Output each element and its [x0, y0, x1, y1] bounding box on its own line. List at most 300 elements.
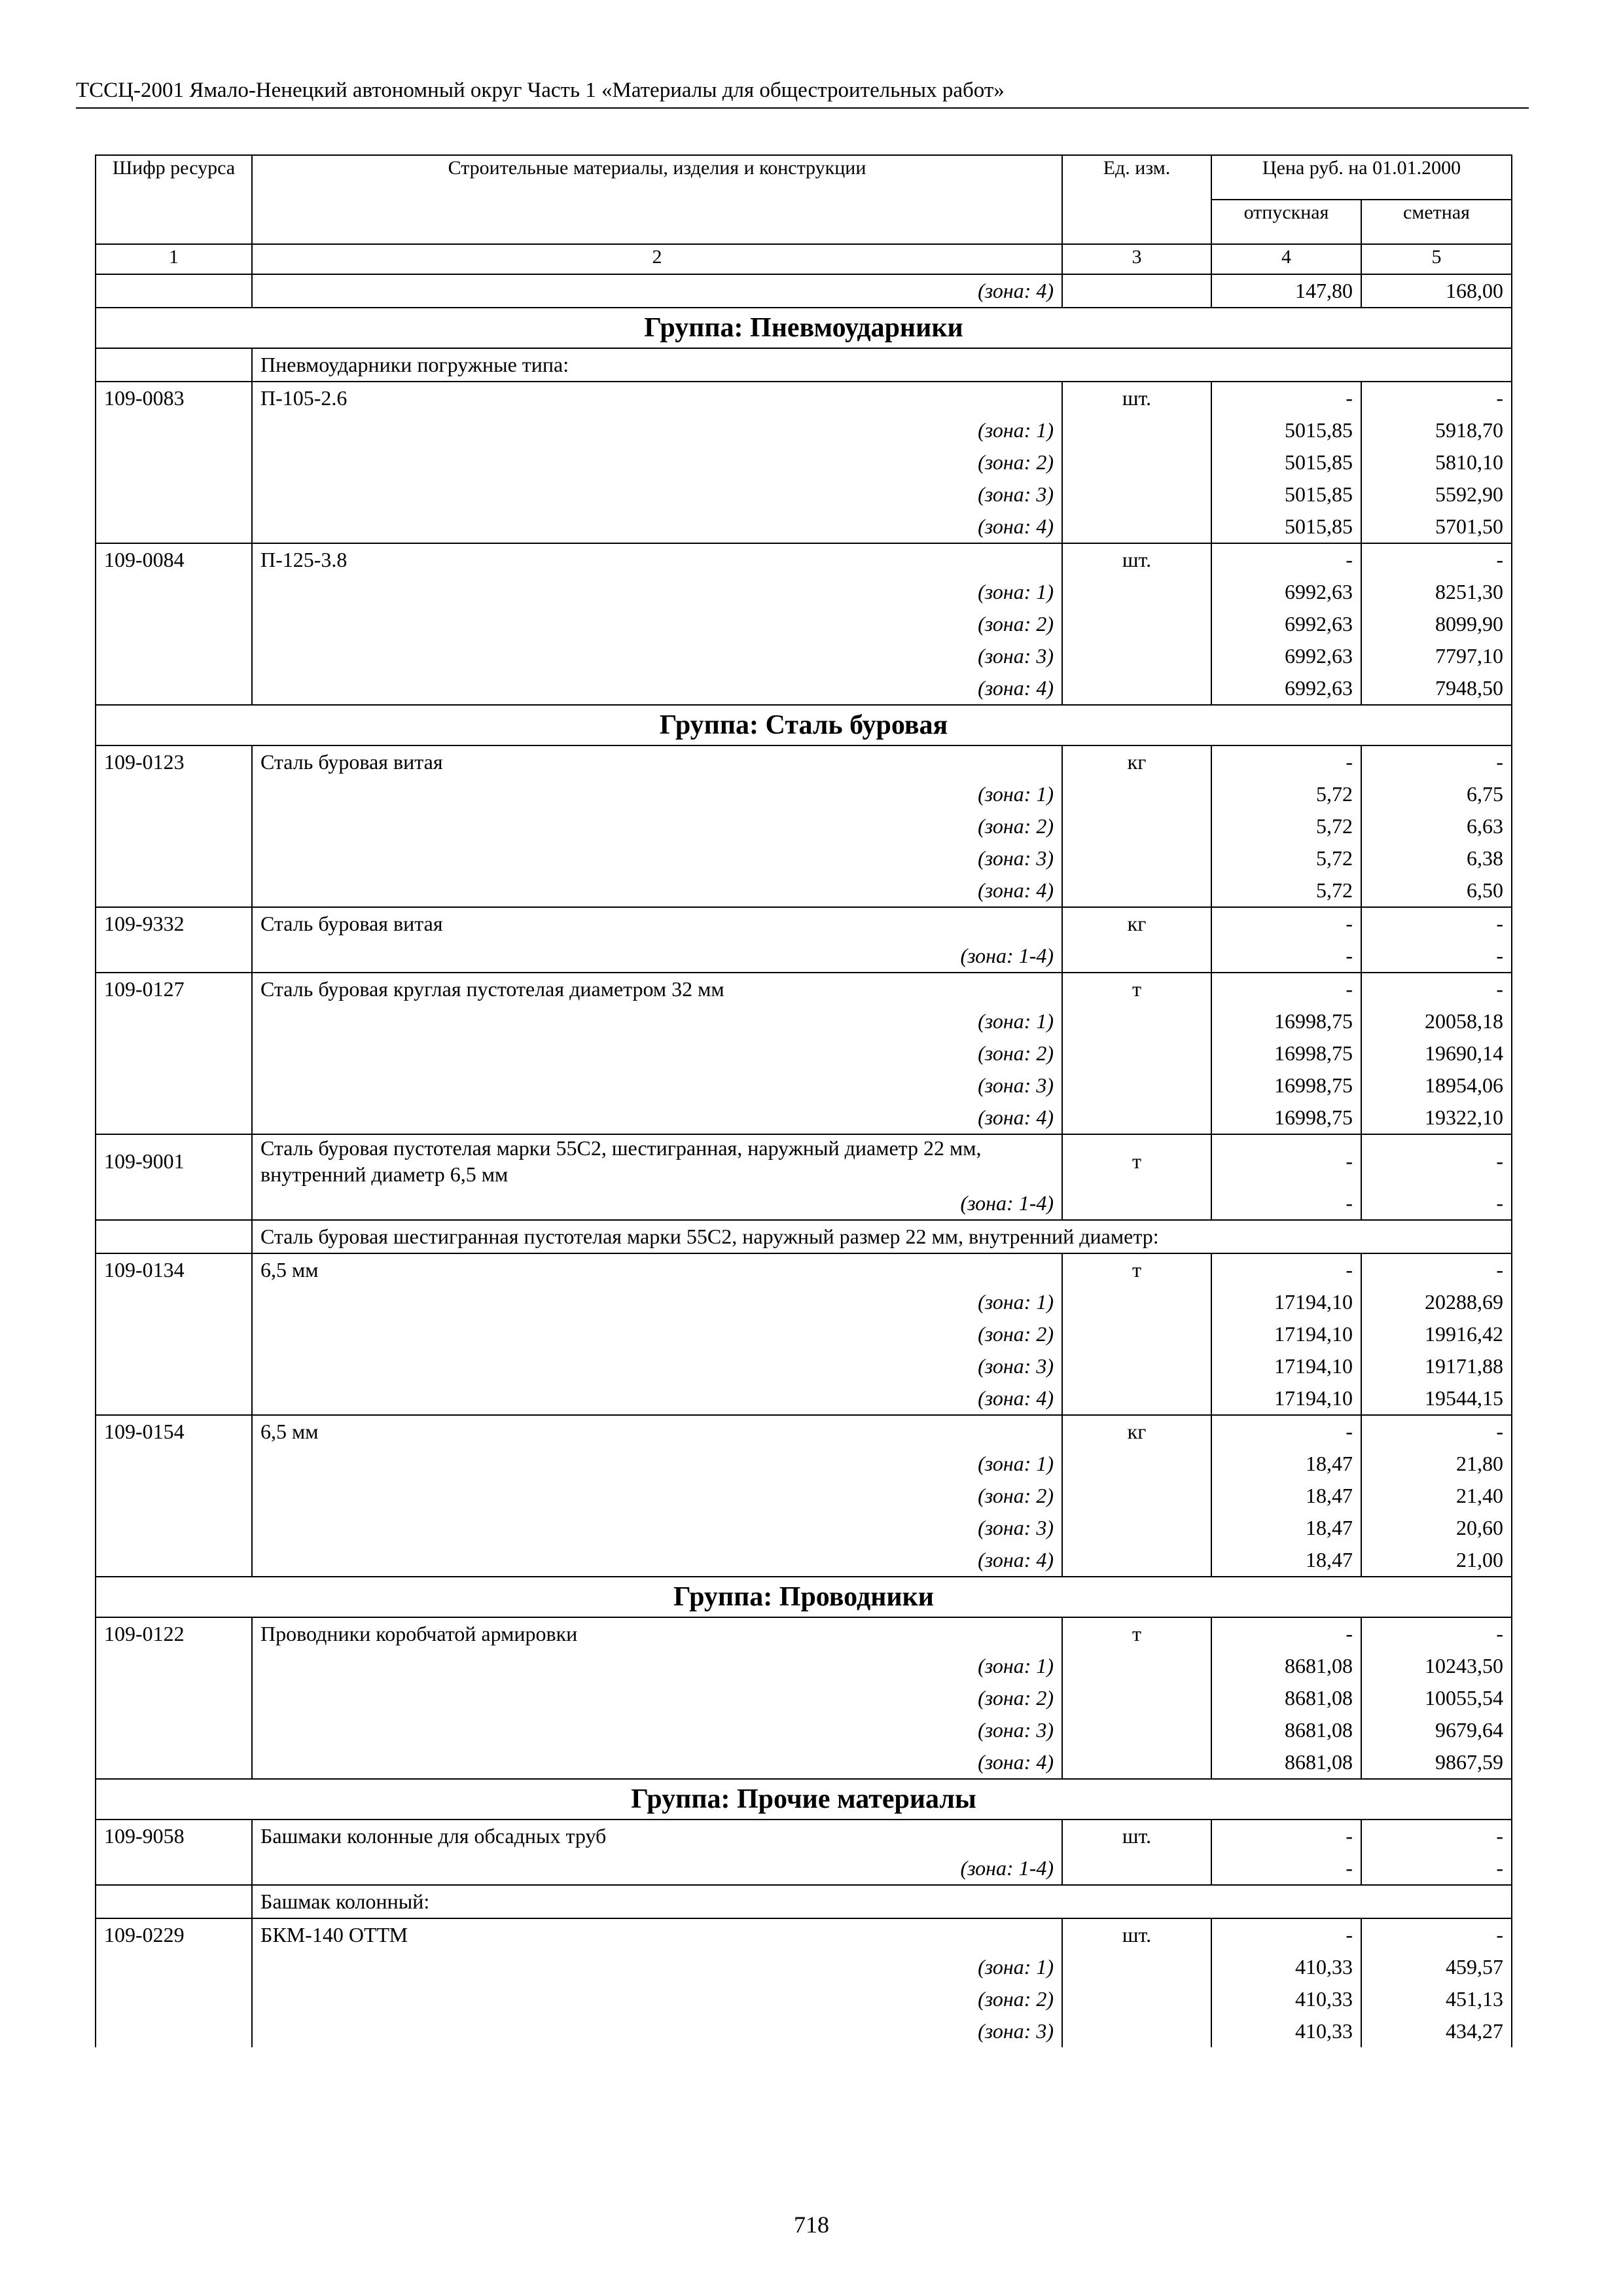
unit-cell: [1062, 1005, 1211, 1037]
resource-code: 109-0122: [96, 1617, 252, 1650]
release-price: 5,72: [1211, 874, 1361, 907]
estimate-price: 168,00: [1361, 274, 1512, 308]
zone-label: (зона: 1): [252, 1448, 1062, 1480]
estimate-price: -: [1361, 1617, 1512, 1650]
unit-cell: [1062, 810, 1211, 842]
code-cell: [96, 1682, 252, 1714]
unit-cell: [1062, 1983, 1211, 2015]
release-price: 16998,75: [1211, 1069, 1361, 1102]
resource-code: 109-9058: [96, 1820, 252, 1852]
resource-code: 109-0154: [96, 1415, 252, 1448]
material-name: П-105-2.6: [252, 382, 1062, 414]
header-code: Шифр ресурса: [96, 155, 252, 244]
page-header-title: ТССЦ-2001 Ямало-Ненецкий автономный округ Часть 1 «Материалы для общестроительных работ»: [76, 76, 1529, 109]
code-cell: [96, 446, 252, 478]
code-cell: [96, 1318, 252, 1350]
estimate-price: 8099,90: [1361, 608, 1512, 640]
unit-cell: [1062, 576, 1211, 608]
table-row: [96, 907, 1512, 940]
release-price: 410,33: [1211, 1983, 1361, 2015]
resource-code: 109-0229: [96, 1918, 252, 1951]
material-name: Сталь буровая витая: [252, 907, 1062, 940]
table-row: [96, 1918, 1512, 1951]
unit-cell: [1062, 672, 1211, 705]
zone-label: (зона: 3): [252, 640, 1062, 672]
estimate-price: 6,75: [1361, 778, 1512, 810]
zone-row: [96, 1448, 1512, 1480]
code-cell: [96, 511, 252, 543]
zone-row: [96, 874, 1512, 907]
code-cell: [96, 414, 252, 446]
release-price: -: [1211, 745, 1361, 778]
code-cell: [96, 1102, 252, 1134]
zone-label: (зона: 4): [252, 874, 1062, 907]
zone-row: [96, 672, 1512, 705]
header-release: отпускная: [1211, 200, 1361, 244]
release-price: 17194,10: [1211, 1350, 1361, 1382]
release-price: 147,80: [1211, 274, 1361, 308]
zone-label: (зона: 4): [252, 1382, 1062, 1415]
zone-label: (зона: 2): [252, 608, 1062, 640]
unit-cell: [1062, 1187, 1211, 1220]
group-heading: Группа: Сталь буровая: [96, 705, 1512, 745]
estimate-price: 19544,15: [1361, 1382, 1512, 1415]
estimate-price: -: [1361, 940, 1512, 973]
unit-cell: шт.: [1062, 1820, 1211, 1852]
subheading-row: [96, 1220, 1512, 1253]
group-heading-row: [96, 705, 1512, 745]
unit-cell: т: [1062, 1253, 1211, 1286]
zone-row: [96, 940, 1512, 973]
zone-row: [96, 1102, 1512, 1134]
zone-row: [96, 414, 1512, 446]
estimate-price: 20058,18: [1361, 1005, 1512, 1037]
code-cell: [96, 1286, 252, 1318]
zone-row: [96, 1069, 1512, 1102]
code-cell: [96, 1037, 252, 1069]
release-price: 6992,63: [1211, 608, 1361, 640]
zone-label: (зона: 4): [252, 1102, 1062, 1134]
code-cell: [96, 608, 252, 640]
zone-label: (зона: 3): [252, 842, 1062, 874]
group-heading-row: [96, 1577, 1512, 1617]
zone-label: (зона: 1): [252, 576, 1062, 608]
zone-label: (зона: 3): [252, 2015, 1062, 2047]
table-body: [96, 274, 1512, 2047]
release-price: 6992,63: [1211, 640, 1361, 672]
subheading-text: Пневмоударники погружные типа:: [252, 348, 1512, 382]
material-name: 6,5 мм: [252, 1253, 1062, 1286]
estimate-price: -: [1361, 1253, 1512, 1286]
estimate-price: 5918,70: [1361, 414, 1512, 446]
estimate-price: -: [1361, 1134, 1512, 1187]
release-price: 8681,08: [1211, 1682, 1361, 1714]
zone-row: [96, 1005, 1512, 1037]
estimate-price: 451,13: [1361, 1983, 1512, 2015]
release-price: -: [1211, 1617, 1361, 1650]
zone-label: (зона: 1): [252, 1650, 1062, 1682]
zone-label: (зона: 1-4): [252, 940, 1062, 973]
estimate-price: 19916,42: [1361, 1318, 1512, 1350]
resource-code: 109-9332: [96, 907, 252, 940]
code-cell: [96, 778, 252, 810]
release-price: 17194,10: [1211, 1382, 1361, 1415]
estimate-price: 6,50: [1361, 874, 1512, 907]
zone-label: (зона: 4): [252, 672, 1062, 705]
estimate-price: 10243,50: [1361, 1650, 1512, 1682]
column-number: 1: [96, 244, 252, 274]
zone-row: [96, 1318, 1512, 1350]
unit-cell: [1062, 1448, 1211, 1480]
estimate-price: 7797,10: [1361, 640, 1512, 672]
zone-label: (зона: 3): [252, 1350, 1062, 1382]
release-price: -: [1211, 907, 1361, 940]
release-price: 5015,85: [1211, 414, 1361, 446]
release-price: 5,72: [1211, 842, 1361, 874]
estimate-price: 8251,30: [1361, 576, 1512, 608]
code-cell: [96, 478, 252, 511]
unit-cell: шт.: [1062, 382, 1211, 414]
subheading-row: [96, 348, 1512, 382]
estimate-price: -: [1361, 543, 1512, 576]
header-unit: Ед. изм.: [1062, 155, 1211, 244]
table-row: [96, 1253, 1512, 1286]
code-cell: [96, 1448, 252, 1480]
estimate-price: -: [1361, 1852, 1512, 1885]
zone-label: (зона: 1): [252, 778, 1062, 810]
unit-cell: т: [1062, 973, 1211, 1005]
estimate-price: 19322,10: [1361, 1102, 1512, 1134]
estimate-price: -: [1361, 1918, 1512, 1951]
estimate-price: 5701,50: [1361, 511, 1512, 543]
column-number: 5: [1361, 244, 1512, 274]
zone-label: (зона: 2): [252, 446, 1062, 478]
zone-row: [96, 640, 1512, 672]
code-cell: [96, 2015, 252, 2047]
zone-row: [96, 1286, 1512, 1318]
unit-cell: [1062, 608, 1211, 640]
unit-cell: [1062, 2015, 1211, 2047]
subheading-row: [96, 1885, 1512, 1918]
zone-row: [96, 1037, 1512, 1069]
release-price: 17194,10: [1211, 1286, 1361, 1318]
zone-row: [96, 576, 1512, 608]
unit-cell: [1062, 478, 1211, 511]
zone-row: [96, 274, 1512, 308]
code-cell: [96, 672, 252, 705]
code-cell: [96, 874, 252, 907]
unit-cell: [1062, 446, 1211, 478]
material-name: 6,5 мм: [252, 1415, 1062, 1448]
release-price: 8681,08: [1211, 1650, 1361, 1682]
unit-cell: [1062, 1318, 1211, 1350]
zone-row: [96, 608, 1512, 640]
zone-row: [96, 842, 1512, 874]
code-cell: [96, 810, 252, 842]
release-price: -: [1211, 543, 1361, 576]
zone-label: (зона: 2): [252, 1983, 1062, 2015]
code-cell: [96, 1650, 252, 1682]
table-row: [96, 543, 1512, 576]
estimate-price: 19171,88: [1361, 1350, 1512, 1382]
zone-row: [96, 1382, 1512, 1415]
estimate-price: 18954,06: [1361, 1069, 1512, 1102]
release-price: -: [1211, 1134, 1361, 1187]
group-heading: Группа: Проводники: [96, 1577, 1512, 1617]
resource-code: 109-0083: [96, 382, 252, 414]
unit-cell: [1062, 1852, 1211, 1885]
zone-label: (зона: 2): [252, 1480, 1062, 1512]
table-row: [96, 973, 1512, 1005]
zone-label: (зона: 3): [252, 1512, 1062, 1544]
resource-code: 109-0084: [96, 543, 252, 576]
release-price: 5,72: [1211, 778, 1361, 810]
table-row: [96, 1415, 1512, 1448]
group-heading: Группа: Прочие материалы: [96, 1779, 1512, 1820]
zone-label: (зона: 4): [252, 1746, 1062, 1779]
zone-row: [96, 1544, 1512, 1577]
estimate-price: 6,63: [1361, 810, 1512, 842]
release-price: -: [1211, 382, 1361, 414]
estimate-price: 20,60: [1361, 1512, 1512, 1544]
zone-label: (зона: 3): [252, 1069, 1062, 1102]
zone-label: (зона: 1): [252, 1286, 1062, 1318]
unit-cell: т: [1062, 1134, 1211, 1187]
material-name: Сталь буровая круглая пустотелая диаметром 32 мм: [252, 973, 1062, 1005]
unit-cell: шт.: [1062, 1918, 1211, 1951]
code-cell: [96, 1005, 252, 1037]
unit-cell: [1062, 1286, 1211, 1318]
code-cell: [96, 1746, 252, 1779]
zone-label: (зона: 4): [252, 1544, 1062, 1577]
table-row: [96, 1617, 1512, 1650]
estimate-price: -: [1361, 973, 1512, 1005]
estimate-price: 459,57: [1361, 1951, 1512, 1983]
release-price: 16998,75: [1211, 1005, 1361, 1037]
estimate-price: 9867,59: [1361, 1746, 1512, 1779]
code-cell: [96, 940, 252, 973]
code-cell: [96, 274, 252, 308]
unit-cell: т: [1062, 1617, 1211, 1650]
subheading-text: Сталь буровая шестигранная пустотелая марки 55С2, наружный размер 22 мм, внутренний диаметр:: [252, 1220, 1512, 1253]
unit-cell: кг: [1062, 745, 1211, 778]
code-cell: [96, 842, 252, 874]
code-cell: [96, 640, 252, 672]
code-cell: [96, 1714, 252, 1746]
estimate-price: -: [1361, 382, 1512, 414]
estimate-price: 9679,64: [1361, 1714, 1512, 1746]
zone-label: (зона: 4): [252, 511, 1062, 543]
zone-label: (зона: 1): [252, 1005, 1062, 1037]
code-cell: [96, 1885, 252, 1918]
zone-label: (зона: 3): [252, 478, 1062, 511]
unit-cell: [1062, 874, 1211, 907]
release-price: 5,72: [1211, 810, 1361, 842]
release-price: -: [1211, 1820, 1361, 1852]
unit-cell: [1062, 1350, 1211, 1382]
zone-row: [96, 1350, 1512, 1382]
zone-label: (зона: 3): [252, 1714, 1062, 1746]
zone-label: (зона: 2): [252, 1682, 1062, 1714]
table-row: [96, 745, 1512, 778]
estimate-price: 6,38: [1361, 842, 1512, 874]
material-name: П-125-3.8: [252, 543, 1062, 576]
estimate-price: 434,27: [1361, 2015, 1512, 2047]
unit-cell: [1062, 1650, 1211, 1682]
zone-label: (зона: 1): [252, 414, 1062, 446]
release-price: 410,33: [1211, 1951, 1361, 1983]
zone-label: (зона: 2): [252, 1037, 1062, 1069]
resource-code: 109-9001: [96, 1134, 252, 1187]
unit-cell: [1062, 511, 1211, 543]
release-price: -: [1211, 973, 1361, 1005]
zone-row: [96, 511, 1512, 543]
release-price: -: [1211, 1415, 1361, 1448]
zone-label: (зона: 1-4): [252, 1852, 1062, 1885]
group-heading-row: [96, 308, 1512, 348]
table-row: [96, 382, 1512, 414]
unit-cell: [1062, 1544, 1211, 1577]
unit-cell: [1062, 1512, 1211, 1544]
zone-row: [96, 778, 1512, 810]
unit-cell: [1062, 1951, 1211, 1983]
zone-row: [96, 1682, 1512, 1714]
release-price: 5015,85: [1211, 446, 1361, 478]
unit-cell: [1062, 1102, 1211, 1134]
code-cell: [96, 1187, 252, 1220]
release-price: 5015,85: [1211, 478, 1361, 511]
zone-row: [96, 1512, 1512, 1544]
code-cell: [96, 576, 252, 608]
zone-label: (зона: 1-4): [252, 1187, 1062, 1220]
zone-row: [96, 478, 1512, 511]
zone-label: (зона: 2): [252, 1318, 1062, 1350]
code-cell: [96, 1382, 252, 1415]
code-cell: [96, 1220, 252, 1253]
code-cell: [96, 1350, 252, 1382]
zone-row: [96, 1852, 1512, 1885]
material-name: Проводники коробчатой армировки: [252, 1617, 1062, 1650]
header-estimate: сметная: [1361, 200, 1512, 244]
zone-row: [96, 2015, 1512, 2047]
zone-row: [96, 810, 1512, 842]
release-price: 18,47: [1211, 1448, 1361, 1480]
estimate-price: 7948,50: [1361, 672, 1512, 705]
estimate-price: -: [1361, 1820, 1512, 1852]
estimate-price: 19690,14: [1361, 1037, 1512, 1069]
zone-label: (зона: 2): [252, 810, 1062, 842]
code-cell: [96, 1983, 252, 2015]
release-price: 18,47: [1211, 1480, 1361, 1512]
zone-row: [96, 446, 1512, 478]
zone-row: [96, 1650, 1512, 1682]
unit-cell: [1062, 1714, 1211, 1746]
code-cell: [96, 1069, 252, 1102]
unit-cell: [1062, 1480, 1211, 1512]
release-price: 5015,85: [1211, 511, 1361, 543]
unit-cell: [1062, 778, 1211, 810]
unit-cell: [1062, 1037, 1211, 1069]
unit-cell: кг: [1062, 1415, 1211, 1448]
page-number: 718: [794, 2212, 829, 2238]
release-price: 8681,08: [1211, 1714, 1361, 1746]
table-row: [96, 1820, 1512, 1852]
zone-row: [96, 1480, 1512, 1512]
column-number: 2: [252, 244, 1062, 274]
material-name: Сталь буровая витая: [252, 745, 1062, 778]
code-cell: [96, 1852, 252, 1885]
unit-cell: [1062, 414, 1211, 446]
unit-cell: шт.: [1062, 543, 1211, 576]
release-price: -: [1211, 1187, 1361, 1220]
resource-code: 109-0134: [96, 1253, 252, 1286]
zone-label: (зона: 4): [252, 274, 1062, 308]
release-price: -: [1211, 1253, 1361, 1286]
estimate-price: 20288,69: [1361, 1286, 1512, 1318]
column-number: 4: [1211, 244, 1361, 274]
material-name: Башмаки колонные для обсадных труб: [252, 1820, 1062, 1852]
release-price: 8681,08: [1211, 1746, 1361, 1779]
release-price: 16998,75: [1211, 1102, 1361, 1134]
code-cell: [96, 348, 252, 382]
resource-code: 109-0123: [96, 745, 252, 778]
code-cell: [96, 1480, 252, 1512]
header-price: Цена руб. на 01.01.2000: [1211, 155, 1512, 200]
zone-row: [96, 1951, 1512, 1983]
zone-row: [96, 1746, 1512, 1779]
estimate-price: -: [1361, 745, 1512, 778]
unit-cell: [1062, 1382, 1211, 1415]
unit-cell: [1062, 940, 1211, 973]
unit-cell: [1062, 640, 1211, 672]
estimate-price: 21,40: [1361, 1480, 1512, 1512]
estimate-price: 21,00: [1361, 1544, 1512, 1577]
material-name: БКМ-140 ОТТМ: [252, 1918, 1062, 1951]
resource-code: 109-0127: [96, 973, 252, 1005]
estimate-price: 5592,90: [1361, 478, 1512, 511]
zone-label: (зона: 1): [252, 1951, 1062, 1983]
code-cell: [96, 1951, 252, 1983]
estimate-price: 21,80: [1361, 1448, 1512, 1480]
release-price: 6992,63: [1211, 672, 1361, 705]
unit-cell: [1062, 1682, 1211, 1714]
table-row: [96, 1134, 1512, 1187]
release-price: 6992,63: [1211, 576, 1361, 608]
release-price: 410,33: [1211, 2015, 1361, 2047]
unit-cell: [1062, 842, 1211, 874]
subheading-text: Башмак колонный:: [252, 1885, 1512, 1918]
group-heading: Группа: Пневмоударники: [96, 308, 1512, 348]
code-cell: [96, 1544, 252, 1577]
code-cell: [96, 1512, 252, 1544]
estimate-price: 5810,10: [1361, 446, 1512, 478]
unit-cell: [1062, 1746, 1211, 1779]
unit-cell: [1062, 274, 1211, 308]
unit-cell: [1062, 1069, 1211, 1102]
unit-cell: кг: [1062, 907, 1211, 940]
release-price: 18,47: [1211, 1512, 1361, 1544]
release-price: -: [1211, 1852, 1361, 1885]
release-price: 17194,10: [1211, 1318, 1361, 1350]
group-heading-row: [96, 1779, 1512, 1820]
release-price: 16998,75: [1211, 1037, 1361, 1069]
release-price: 18,47: [1211, 1544, 1361, 1577]
price-table: [95, 154, 1512, 2047]
estimate-price: 10055,54: [1361, 1682, 1512, 1714]
estimate-price: -: [1361, 1415, 1512, 1448]
zone-row: [96, 1714, 1512, 1746]
release-price: -: [1211, 1918, 1361, 1951]
